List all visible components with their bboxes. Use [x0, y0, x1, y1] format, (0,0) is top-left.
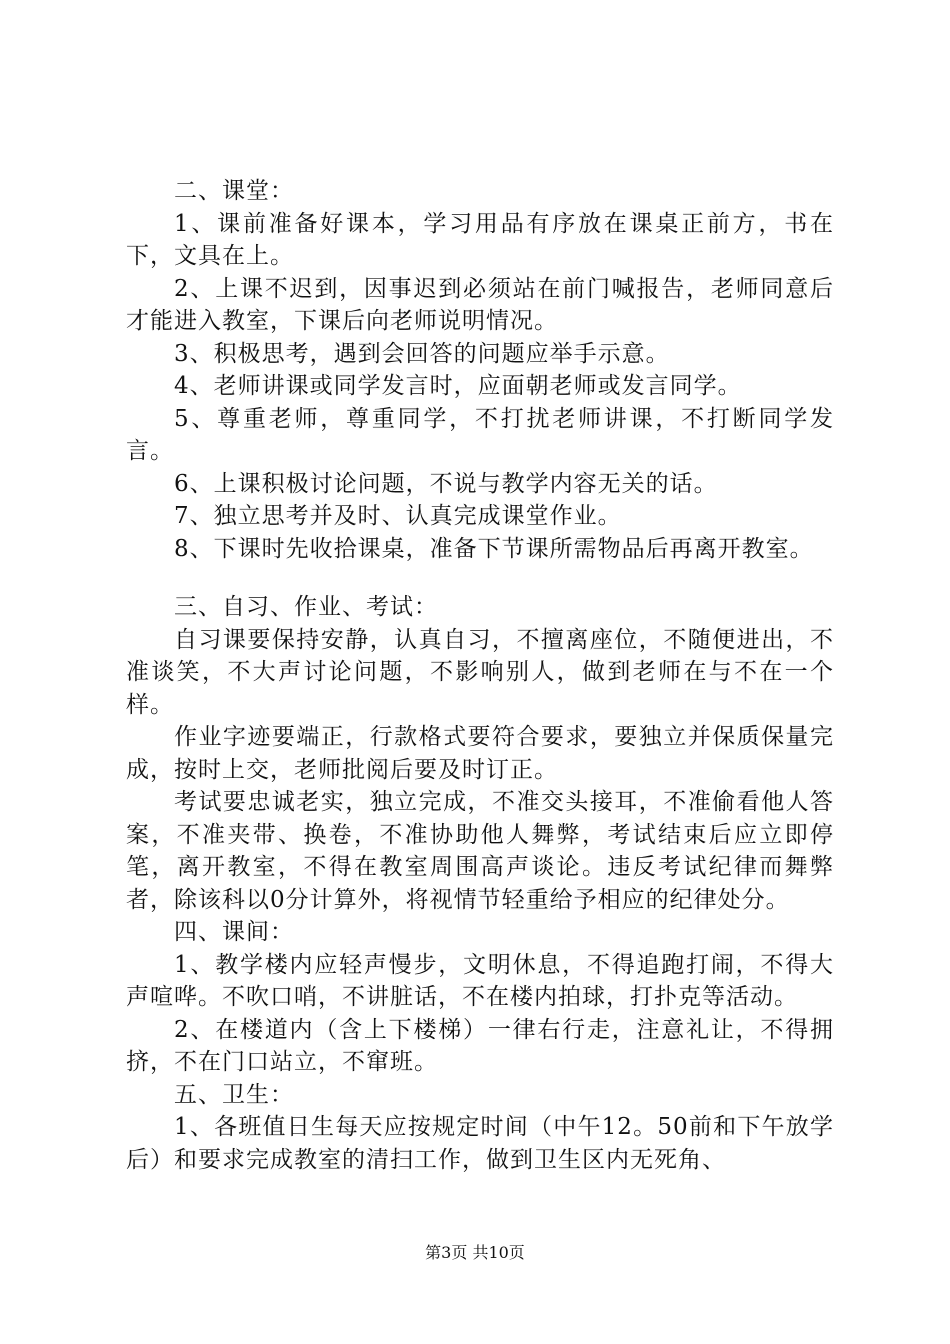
paragraph: 1、课前准备好课本，学习用品有序放在课桌正前方，书在下，文具在上。 — [126, 210, 834, 269]
paragraph: 4、老师讲课或同学发言时，应面朝老师或发言同学。 — [174, 373, 742, 399]
page-footer — [0, 1243, 950, 1263]
page-number-label: 第3页 共10页 — [425, 1243, 525, 1262]
paragraph: 自习课要保持安静，认真自习，不擅离座位，不随便进出，不准谈笑，不大声讨论问题，不影响别人，做到老师在与不在一个样。 — [126, 626, 834, 718]
section-heading: 三、自习、作业、考试： — [174, 594, 438, 620]
paragraph: 作业字迹要端正，行款格式要符合要求，要独立并保质保量完成，按时上交，老师批阅后要及时订正。 — [126, 724, 834, 783]
paragraph: 考试要忠诚老实，独立完成，不准交头接耳，不准偷看他人答案，不准夹带、换卷，不准协助他人舞弊，考试结束后应立即停笔，离开教室，不得在教室周围高声谈论。违反考试纪律而舞弊者，除该科以0分计算外，将视情节轻重给予相应的纪律处分。 — [126, 789, 834, 913]
paragraph: 1、各班值日生每天应按规定时间（中午12。50前和下午放学后）和要求完成教室的清扫工作，做到卫生区内无死角、 — [126, 1114, 834, 1173]
paragraph: 1、教学楼内应轻声慢步，文明休息，不得追跑打闹，不得大声喧哗。不吹口哨，不讲脏话，不在楼内拍球，打扑克等活动。 — [126, 951, 834, 1010]
section-heading: 二、课堂： — [174, 178, 294, 204]
paragraph: 6、上课积极讨论问题，不说与教学内容无关的话。 — [174, 470, 718, 497]
paragraph: 8、下课时先收拾课桌，准备下节课所需物品后再离开教室。 — [174, 535, 814, 562]
section-heading: 四、课间： — [174, 919, 294, 945]
paragraph: 7、独立思考并及时、认真完成课堂作业。 — [174, 503, 622, 529]
paragraph: 5、尊重老师，尊重同学，不打扰老师讲课，不打断同学发言。 — [126, 405, 834, 464]
paragraph: 3、积极思考，遇到会回答的问题应举手示意。 — [174, 340, 670, 367]
paragraph: 2、上课不迟到，因事迟到必须站在前门喊报告，老师同意后才能进入教室，下课后向老师说明情况。 — [126, 275, 834, 334]
document-body — [126, 175, 834, 1176]
section-heading: 五、卫生： — [174, 1081, 294, 1108]
paragraph: 2、在楼道内（含上下楼梯）一律右行走，注意礼让，不得拥挤，不在门口站立，不窜班。 — [126, 1016, 834, 1075]
